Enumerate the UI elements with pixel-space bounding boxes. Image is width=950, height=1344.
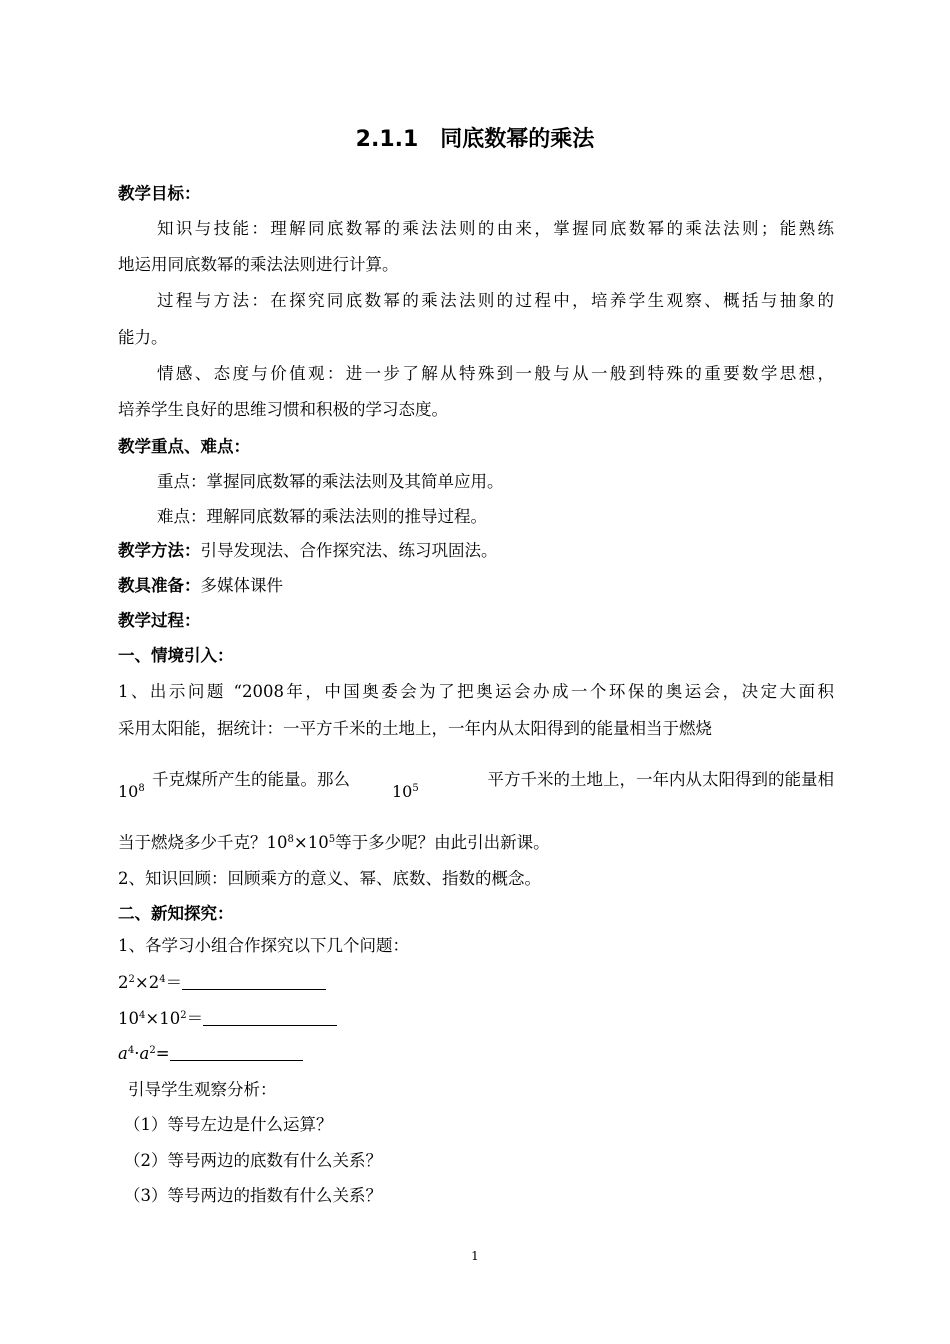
objective-process-line1: 过程与方法：在探究同底数幂的乘法法则的过程中，培养学生观察、概括与抽象的	[157, 291, 834, 310]
section1-p1-line3-mid: 千克煤所产生的能量。那么	[152, 770, 350, 789]
objective-emotion-line1: 情感、态度与价值观：进一步了解从特殊到一般与从一般到特殊的重要数学思想，	[157, 364, 834, 383]
section1-p2: 2、知识回顾：回顾乘方的意义、幂、底数、指数的概念。	[118, 869, 541, 888]
tools-text: 多媒体课件	[200, 576, 283, 595]
section1-p1-line3-end: 平方千米的土地上，一年内从太阳得到的能量相	[487, 770, 834, 789]
section1-p1-line2: 采用太阳能，据统计：一平方千米的土地上，一年内从太阳得到的能量相当于燃烧	[118, 719, 712, 738]
exercise-2: $10^4\times 10^2=$	[118, 1008, 834, 1030]
page-title: 2.1.1 同底数幂的乘法	[355, 127, 595, 152]
objective-knowledge-line1: 知识与技能：理解同底数幂的乘法法则的由来，掌握同底数幂的乘法法则；能熟练	[157, 219, 834, 238]
difficult-point: 难点：理解同底数幂的乘法法则的推导过程。	[157, 507, 487, 526]
answer-blank-3[interactable]	[170, 1043, 303, 1061]
objective-process-line2: 能力。	[118, 328, 168, 347]
section1-p1-line4: 当于燃烧多少千克？$10^8\times 10^5$等于多少呢？由此引出新课。	[118, 833, 550, 852]
process-heading: 教学过程：	[118, 611, 201, 630]
guide-text: 引导学生观察分析：	[128, 1080, 277, 1099]
question-1: （1）等号左边是什么运算？	[124, 1115, 333, 1134]
question-3: （3）等号两边的指数有什么关系？	[124, 1186, 382, 1205]
tools-label: 教具准备：	[118, 576, 201, 595]
teaching-tools	[118, 575, 834, 597]
objective-knowledge-line2: 地运用同底数幂的乘法法则进行计算。	[118, 255, 399, 274]
teaching-method	[118, 540, 834, 562]
section2-heading: 二、新知探究：	[118, 904, 234, 923]
method-text: 引导发现法、合作探究法、练习巩固法。	[200, 541, 498, 560]
keypoints-heading: 教学重点、难点：	[118, 437, 250, 456]
objective-emotion-line2: 培养学生良好的思维习惯和积极的学习态度。	[118, 400, 448, 419]
page-number: 1	[471, 1249, 479, 1263]
section2-p1: 1、各学习小组合作探究以下几个问题：	[118, 936, 409, 955]
exercise-1: $2^2\times 2^4=$	[118, 972, 834, 994]
objectives-heading: 教学目标：	[118, 184, 201, 203]
section1-p1-line1: 1、出示问题 “2008年，中国奥委会为了把奥运会办成一个环保的奥运会，决定大面积	[118, 682, 834, 701]
math-ten-power-8: $10^8$	[118, 782, 145, 801]
question-2: （2）等号两边的底数有什么关系？	[124, 1151, 382, 1170]
method-label: 教学方法：	[118, 541, 201, 560]
math-ten-power-5: $10^5$	[392, 782, 419, 801]
answer-blank-1[interactable]	[182, 972, 326, 990]
section1-heading: 一、情境引入：	[118, 646, 234, 665]
answer-blank-2[interactable]	[203, 1008, 337, 1026]
exercise-3: $a^4\cdot a^2=$	[118, 1043, 834, 1065]
key-point: 重点：掌握同底数幂的乘法法则及其简单应用。	[157, 472, 504, 491]
